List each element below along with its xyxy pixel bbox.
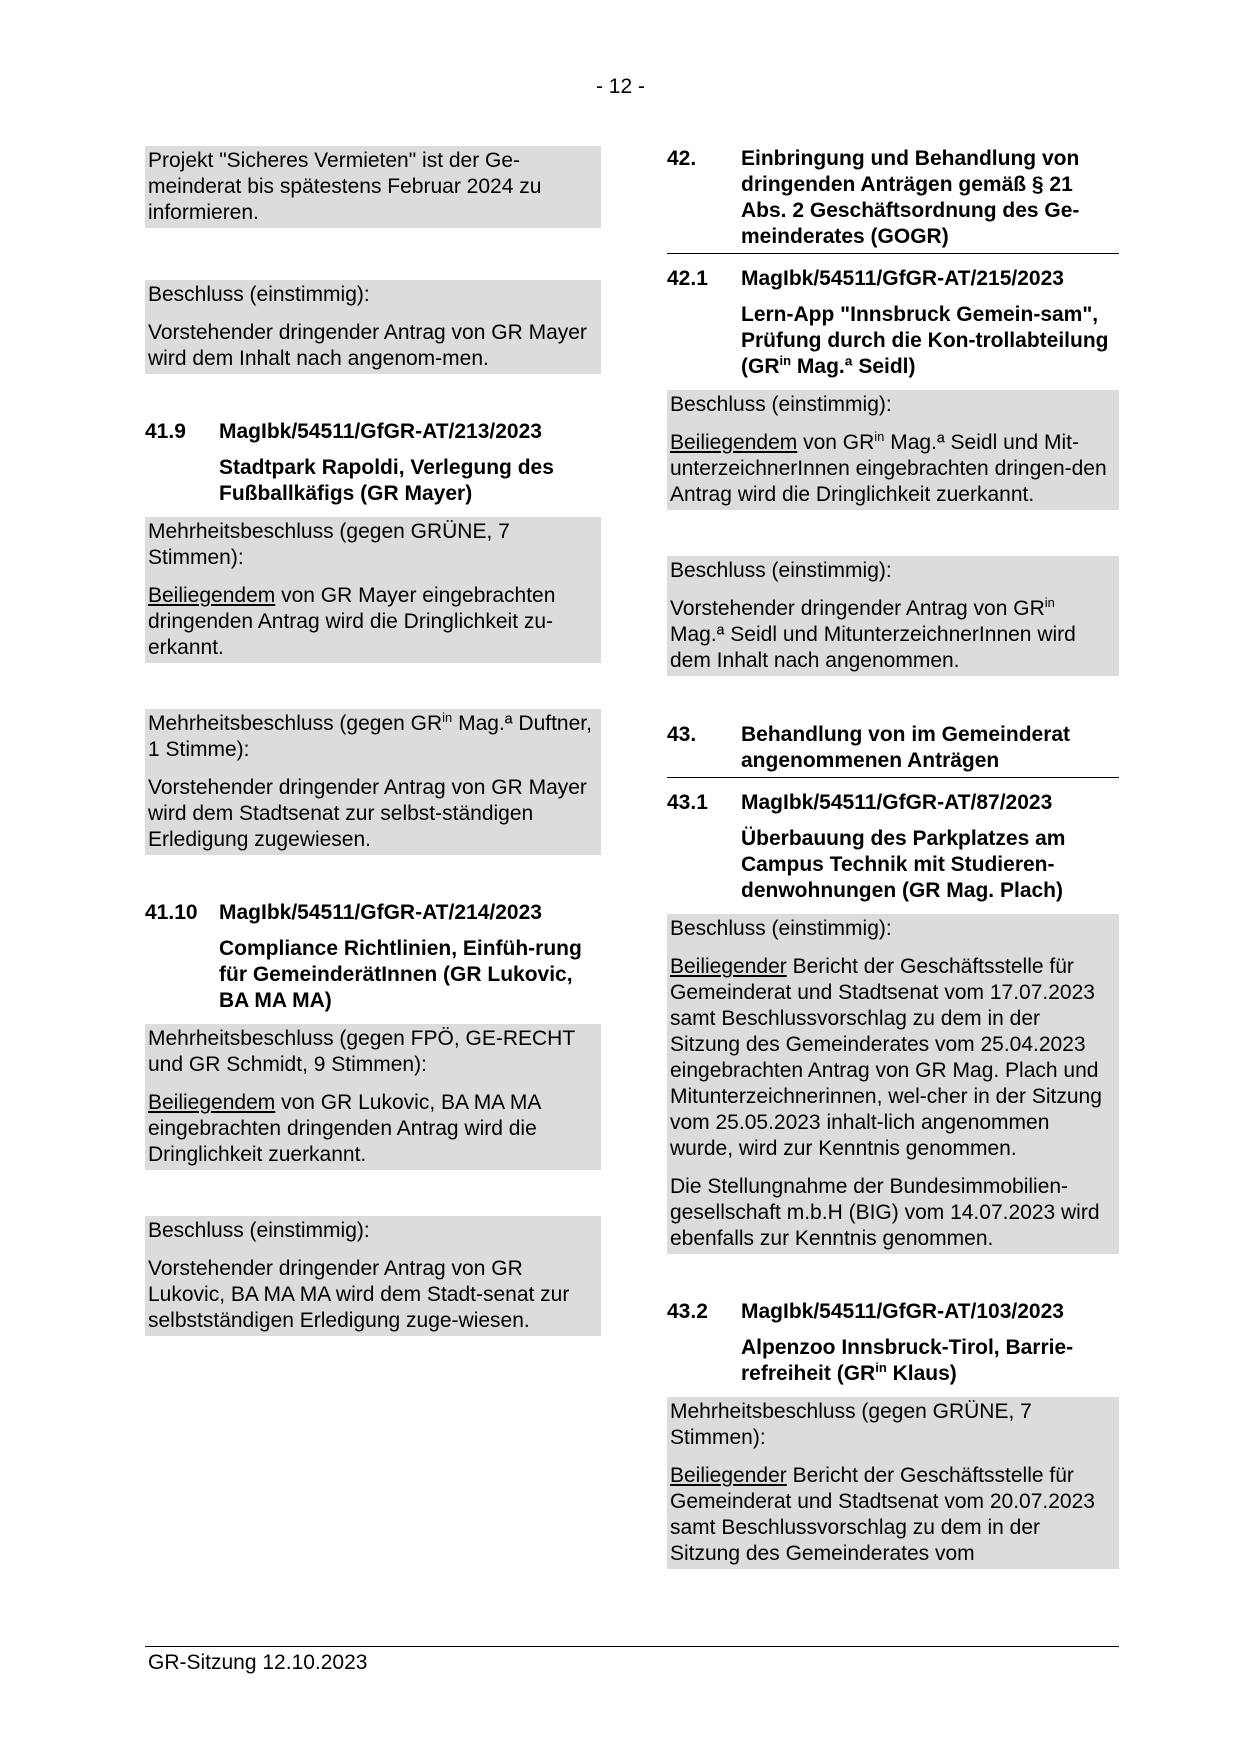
item-number: 43.1 — [667, 791, 708, 814]
item-41-10-box-1 — [145, 1024, 601, 1170]
resolution-text: Vorstehender dringender Antrag von GR Lukovic, BA MA MA wird dem Stadt-senat zur selbstständigen Erledigung zuge-wiesen. — [148, 1257, 570, 1332]
underlined-word: Beiliegendem — [670, 431, 798, 454]
item-reference: MagIbk/54511/GfGR-AT/215/2023 — [741, 267, 1064, 290]
continuation-box — [145, 146, 601, 228]
text: Mag.ª Seidl) — [791, 355, 916, 378]
item-42-1-box-2 — [667, 556, 1119, 676]
page-number: - 12 - — [595, 75, 645, 98]
resolution-heading — [148, 711, 597, 763]
item-41-9-header — [145, 419, 601, 445]
section-title: Einbringung und Behandlung von dringenden Anträgen gemäß § 21 Abs. 2 Geschäftsordnung des Ge-meinderates (GOGR) — [741, 147, 1080, 248]
resolution-heading: Mehrheitsbeschluss (gegen GRÜNE, 7 Stimmen): — [670, 1400, 1032, 1449]
superscript: in — [874, 429, 885, 444]
text: Bericht der Geschäftsstelle für Gemeinderat und Stadtsenat vom 20.07.2023 samt Beschlussvorschlag zu dem in der Sitzung des Gemeinderates vom — [670, 1464, 1095, 1565]
right-column — [667, 146, 1119, 1569]
superscript: in — [875, 1360, 887, 1375]
section-42-header — [667, 146, 1119, 254]
text: Vorstehender dringender Antrag von GR — [670, 597, 1045, 620]
item-41-10-box-2 — [145, 1216, 601, 1336]
resolution-heading: Beschluss (einstimmig): — [670, 559, 892, 582]
text: Mag.ª Seidl und Mit-unterzeichnerInnen eingebrachten dringen-den Antrag wird die Dringlichkeit zuerkannt. — [670, 431, 1107, 506]
underlined-word: Beiliegender — [670, 1464, 787, 1487]
item-43-2-header — [667, 1299, 1119, 1325]
resolution-text-2: Die Stellungnahme der Bundesimmobilien-gesellschaft m.b.H (BIG) vom 14.07.2023 wird ebenfalls zur Kenntnis genommen. — [670, 1175, 1100, 1250]
resolution-heading: Beschluss (einstimmig): — [670, 917, 892, 940]
item-43-1-box — [667, 914, 1119, 1254]
resolution-heading: Beschluss (einstimmig): — [148, 283, 370, 306]
text: Klaus) — [886, 1362, 957, 1385]
item-number: 42.1 — [667, 267, 708, 290]
item-41-10-header — [145, 900, 601, 926]
item-reference: MagIbk/54511/GfGR-AT/213/2023 — [219, 420, 542, 443]
resolution-heading: Mehrheitsbeschluss (gegen FPÖ, GE-RECHT und GR Schmidt, 9 Stimmen): — [148, 1027, 575, 1076]
resolution-text — [670, 1463, 1115, 1567]
item-41-10-title: Compliance Richtlinien, Einfüh-rung für GemeinderätInnen (GR Lukovic, BA MA MA) — [219, 937, 582, 1012]
resolution-heading: Mehrheitsbeschluss (gegen GRÜNE, 7 Stimmen): — [148, 520, 510, 569]
text: Mag.ª Duftner, 1 Stimme): — [148, 712, 592, 761]
text: von GR Mayer eingebrachten dringenden Antrag wird die Dringlichkeit zu-erkannt. — [148, 584, 556, 659]
underlined-word: Beiliegendem — [148, 584, 276, 607]
resolution-text — [148, 1090, 597, 1168]
section-number: 43. — [667, 723, 697, 746]
footer-text: GR-Sitzung 12.10.2023 — [148, 1651, 368, 1674]
underlined-word: Beiliegendem — [148, 1091, 276, 1114]
resolution-text — [670, 596, 1115, 674]
text: Mag.ª Seidl und MitunterzeichnerInnen wird dem Inhalt nach angenommen. — [670, 623, 1076, 672]
resolution-heading: Beschluss (einstimmig): — [670, 393, 892, 416]
resolution-text — [670, 954, 1115, 1162]
text: von GR — [797, 431, 875, 454]
item-reference: MagIbk/54511/GfGR-AT/214/2023 — [219, 901, 542, 924]
superscript: in — [442, 710, 453, 725]
item-number: 43.2 — [667, 1300, 708, 1323]
resolution-text: Vorstehender dringender Antrag von GR Mayer wird dem Inhalt nach angenom-men. — [148, 321, 587, 370]
item-41-9-box-1 — [145, 517, 601, 663]
resolution-text: Vorstehender dringender Antrag von GR Mayer wird dem Stadtsenat zur selbst-ständigen Erledigung zugewiesen. — [148, 776, 587, 851]
item-43-2-title — [741, 1335, 1119, 1387]
section-43-header — [667, 722, 1119, 778]
item-number: 41.10 — [145, 901, 198, 924]
text: Mehrheitsbeschluss (gegen GR — [148, 712, 443, 735]
section-title: Behandlung von im Gemeinderat angenommenen Anträgen — [741, 723, 1071, 772]
underlined-word: Beiliegender — [670, 955, 787, 978]
item-43-2-box — [667, 1397, 1119, 1569]
continuation-text: Projekt "Sicheres Vermieten" ist der Ge-meinderat bis spätestens Februar 2024 zu informieren. — [148, 149, 542, 224]
resolution-heading: Beschluss (einstimmig): — [148, 1219, 370, 1242]
text: von GR Lukovic, BA MA MA eingebrachten dringenden Antrag wird die Dringlichkeit zuerkannt. — [148, 1091, 541, 1166]
text: Alpenzoo Innsbruck-Tirol, Barrie-refreiheit (GR — [741, 1336, 1074, 1385]
text: Lern-App "Innsbruck Gemein-sam", Prüfung durch die Kon-trollabteilung (GR — [741, 303, 1109, 378]
superscript: in — [779, 353, 792, 368]
resolution-text — [148, 583, 597, 661]
resolution-text — [670, 430, 1115, 508]
item-reference: MagIbk/54511/GfGR-AT/87/2023 — [741, 791, 1053, 814]
item-41-9-title: Stadtpark Rapoldi, Verlegung des Fußballkäfigs (GR Mayer) — [219, 456, 554, 505]
resolution-box — [145, 280, 601, 374]
footer-rule — [145, 1646, 1119, 1647]
item-42-1-title — [741, 302, 1119, 380]
item-reference: MagIbk/54511/GfGR-AT/103/2023 — [741, 1300, 1064, 1323]
item-43-1-title: Überbauung des Parkplatzes am Campus Technik mit Studieren-denwohnungen (GR Mag. Plach) — [741, 827, 1066, 902]
item-number: 41.9 — [145, 420, 186, 443]
item-42-1-box-1 — [667, 390, 1119, 510]
item-41-9-box-2 — [145, 709, 601, 855]
text: Bericht der Geschäftsstelle für Gemeinderat und Stadtsenat vom 17.07.2023 samt Beschlussvorschlag zu dem in der Sitzung des Gemeinderates vom 25.04.2023 eingebrachten Antrag von GR Mag. Plach und Mitunterzeichnerinnen, wel-cher in der Sitzung vom 25.05.2023 inhalt-lich angenommen wurde, wird zur Kenntnis genommen. — [670, 955, 1102, 1160]
section-number: 42. — [667, 147, 697, 170]
superscript: in — [1044, 595, 1055, 610]
item-43-1-header — [667, 790, 1119, 816]
left-column — [145, 146, 601, 1336]
item-42-1-header — [667, 266, 1119, 292]
